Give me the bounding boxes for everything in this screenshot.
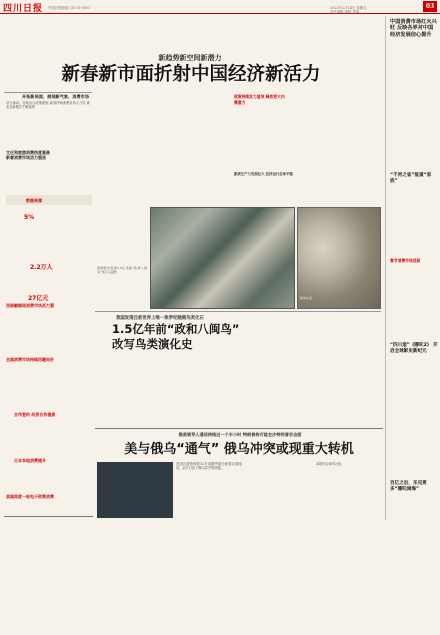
news-photo [150, 207, 295, 309]
bottom-photo [97, 462, 173, 518]
section-d: 日本本地消费提升 [14, 458, 46, 463]
stat-value-1: 5% [24, 214, 35, 221]
photo-caption: 我国首次发现1.5亿年前“政和八闽鸟”化石示意图 [97, 266, 147, 275]
right-headline: 中国消费市场红火兴旺 反映各界对中国经济发展信心提升 [390, 19, 437, 38]
stat-value-2: 2.2万人 [30, 264, 53, 271]
bird-col-4 [298, 318, 381, 425]
stat-banner [6, 195, 92, 205]
fossil-credit: 新华社发 [300, 296, 313, 300]
masthead-editors: 责任编辑 编辑 美编 [330, 10, 360, 14]
stat-value-3: 27亿元 [28, 295, 49, 302]
main-col-3 [234, 106, 294, 170]
newspaper-logo: 四川日报 [3, 4, 44, 14]
bird-headline-1: 1.5亿年前“政和八闽鸟” [112, 322, 240, 336]
stat-label-source: 数据来源 [26, 198, 42, 203]
rule [95, 311, 381, 312]
stat-text-2 [6, 270, 92, 292]
block1-title-2: 新春消费市场活力强劲 [6, 155, 46, 160]
left-bottom-text [6, 520, 92, 628]
bottom-col-0 [97, 522, 173, 628]
bird-col-1 [97, 353, 159, 425]
section-e: 美国再度一轮电子政策消费 [6, 494, 54, 499]
section-e-text [6, 501, 92, 513]
masthead-info: 中国百强报纸 CN 51-0001 [48, 6, 91, 10]
section-a: 西部融媒网消费市场活力强 [6, 303, 54, 308]
right-text-5 [390, 494, 438, 624]
right-text-2 [390, 186, 438, 254]
bottom-col-2 [246, 462, 312, 628]
right-sec-2: “四川造”《哪吒2》 开启全球影史新纪元 [390, 343, 438, 354]
block1-title-1: 文化和旅游消费热度高涨 [6, 150, 50, 155]
rule [95, 428, 383, 429]
bird-headline-2: 改写鸟类演化史 [112, 337, 193, 351]
right-sec-1: 春节消费市场活跃 [390, 258, 421, 263]
right-text-4 [390, 358, 438, 478]
right-text-3 [390, 266, 438, 340]
section-d-text [6, 466, 92, 492]
fossil-photo [297, 207, 381, 309]
bottom-col-3: 本报综合新华社电 [316, 462, 342, 466]
column-divider [385, 16, 386, 520]
section-b: 全国消费市场持续回暖向好 [6, 357, 54, 362]
section-b-text [6, 364, 92, 412]
main-kicker: 新趋势新空间新潜力 [158, 53, 222, 62]
stat-text-1 [6, 222, 92, 258]
main-col-5 [97, 208, 147, 264]
center-sub: 新质生产力发展壮大 经济运行总体平稳 [234, 172, 293, 176]
bird-kicker: 我国发现目前世界上唯一侏罗纪晚期鸟类化石 [116, 316, 204, 321]
bird-col-3 [234, 353, 294, 425]
main-col-1 [97, 92, 159, 204]
left-intro-text: 活力涌动。各地出台政策措施 新春伊始消费市场人气旺 新业态新模式不断涌现 [6, 101, 90, 110]
intro-line-1: 开拓新局面，展现新气象，消费市场 [22, 94, 90, 99]
right-sec-3: 百亿之后，乐见更多“哪吒闹海” [390, 481, 427, 492]
page-number: 03 [423, 1, 437, 12]
right-sub: “千河之省”报道“家底” [390, 173, 432, 184]
rule [4, 516, 93, 517]
bird-col-2 [163, 353, 229, 425]
bottom-headline: 美与俄乌“通气” 俄乌冲突或现重大转机 [124, 442, 354, 457]
bottom-kicker: 俄美领导人通话持续近一个半小时 特朗普称可能在沙特同普京会面 [178, 432, 302, 437]
main-col-2 [163, 92, 229, 204]
main-headline: 新春新市面折射中国经济新活力 [61, 64, 321, 85]
section-c-text [6, 419, 92, 455]
right-text-1 [390, 40, 438, 170]
masthead-date: 2025年2月14日 星期五 [330, 6, 367, 10]
block1-text [6, 162, 92, 192]
section-a-text [6, 310, 92, 356]
center-head: 政策持续发力显效 释放更大内需潜力 [234, 94, 285, 105]
bottom-col-1: 美国总统特朗普12日同俄罗斯总统普京通电话，双方讨论了俄乌冲突等问题。 [176, 462, 242, 471]
section-c: 合作签约 经贸合作提质 [14, 412, 56, 417]
